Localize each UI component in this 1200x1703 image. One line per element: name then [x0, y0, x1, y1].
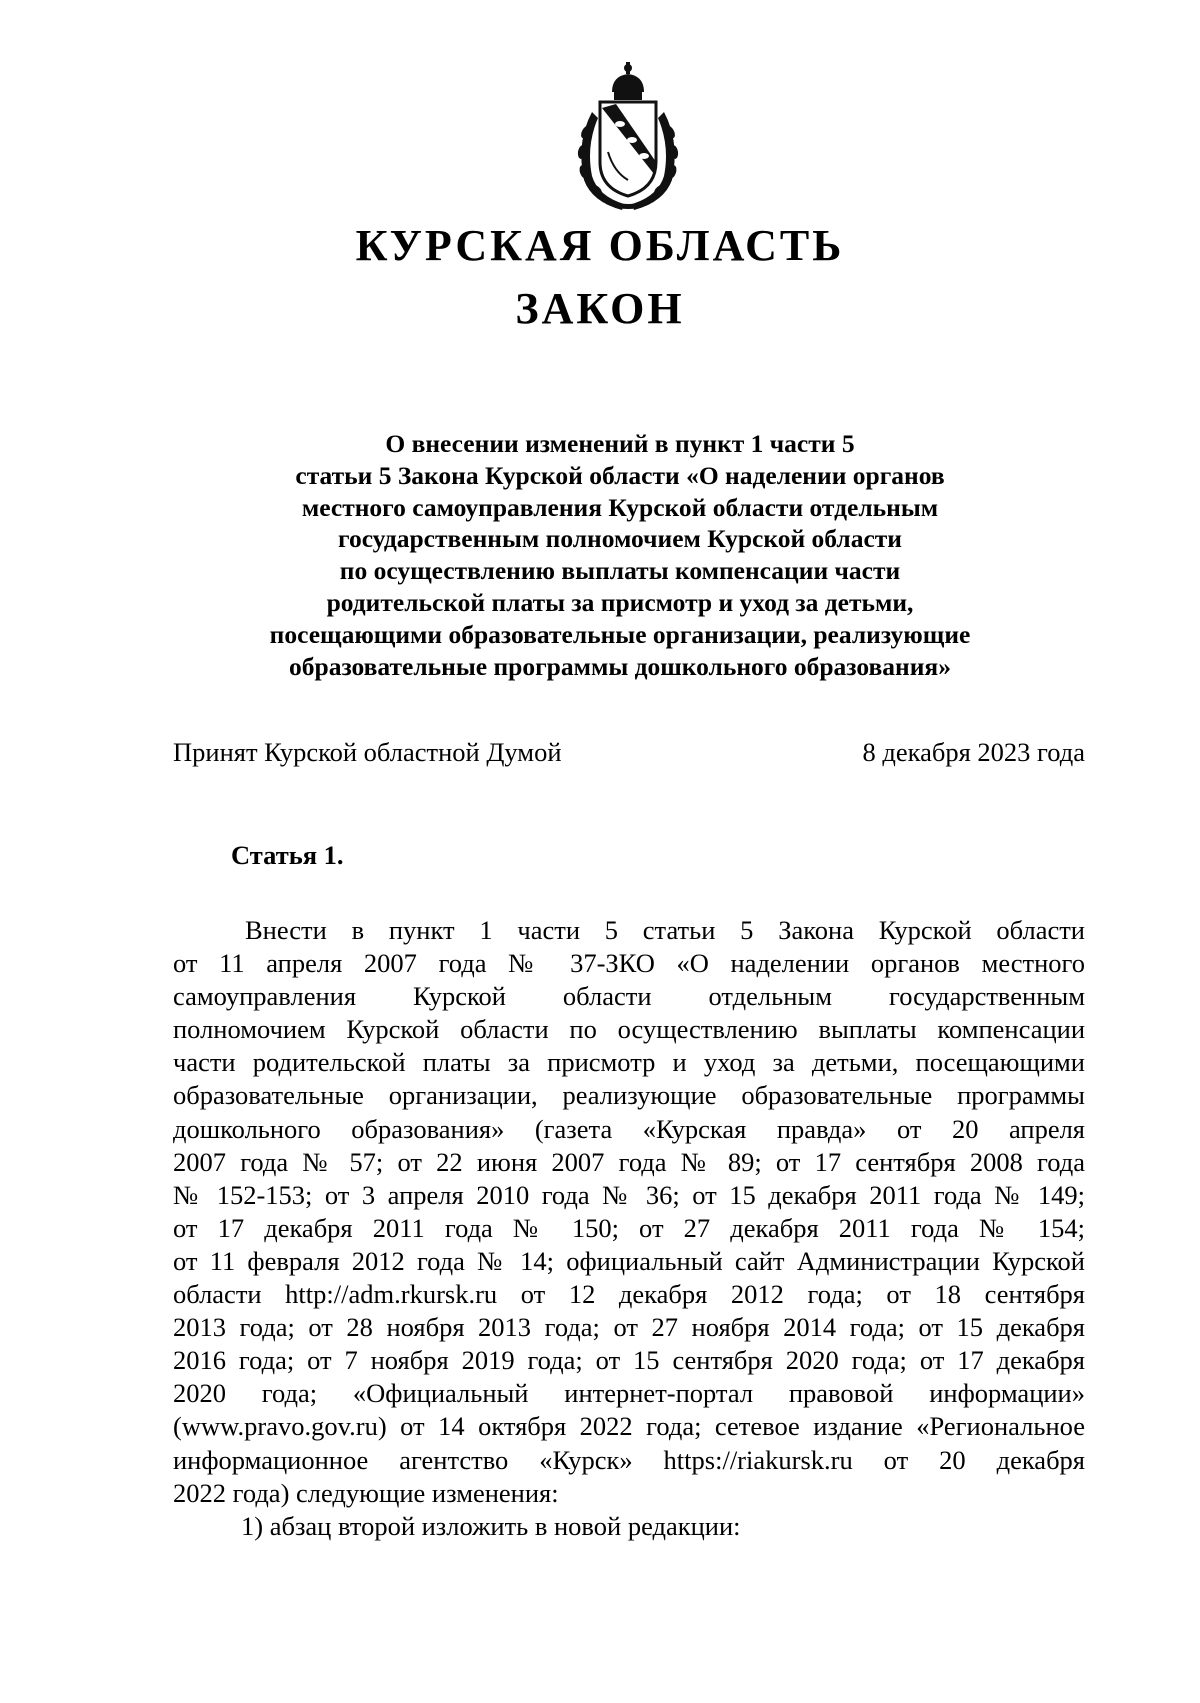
body-line: от 17 декабря 2011 года № 150; от 27 декабря 2011 года № 154; — [173, 1212, 1085, 1243]
law-title-line: родительской платы за присмотр и уход за детьми, — [326, 587, 914, 617]
body-line: (www.pravo.gov.ru) от 14 октября 2022 года; сетевое издание «Региональное — [173, 1411, 1085, 1442]
body-line: части родительской платы за присмотр и уход за детьми, посещающими — [173, 1047, 1085, 1078]
law-title-line: статьи 5 Закона Курской области «О наделении органов — [295, 460, 945, 490]
body-line: № 152-153; от 3 апреля 2010 года № 36; от 15 декабря 2011 года № 149; — [173, 1179, 1085, 1210]
adoption-date: 8 декабря 2023 года — [862, 737, 1085, 767]
body-line: полномочием Курской области по осуществлению выплаты компенсации — [173, 1014, 1085, 1045]
law-title-line: посещающими образовательные организации, реализующие — [269, 619, 971, 649]
body-line: от 11 апреля 2007 года № 37-ЗКО «О наделении органов местного — [173, 948, 1085, 979]
law-title-line: по осуществлению выплаты компенсации части — [339, 556, 901, 586]
law-title — [200, 428, 1040, 682]
law-title-line: государственным полномочием Курской области — [338, 524, 902, 554]
body-line: образовательные организации, реализующие образовательные программы — [173, 1080, 1085, 1111]
body-line: информационное агентство «Курск» https://riakursk.ru от 20 декабря — [173, 1444, 1085, 1475]
body-line: Внести в пункт 1 части 5 статьи 5 Закона Курской области — [245, 915, 1085, 945]
body-line: 2013 года; от 28 ноября 2013 года; от 27 ноября 2014 года; от 15 декабря — [173, 1312, 1085, 1343]
body-line: 2007 года № 57; от 22 июня 2007 года № 89; от 17 сентября 2008 года — [173, 1146, 1085, 1177]
coat-of-arms-icon — [562, 62, 694, 214]
article-body — [173, 914, 1085, 1543]
item-1-line: 1) абзац второй изложить в новой редакции: — [241, 1510, 741, 1541]
body-line: дошкольного образования» (газета «Курская правда» от 20 апреля — [173, 1113, 1085, 1144]
law-title-line: местного самоуправления Курской области отдельным — [301, 492, 939, 522]
article-heading: Статья 1. — [231, 840, 344, 870]
body-line: области http://adm.rkursk.ru от 12 декабря 2012 года; от 18 сентября — [173, 1279, 1085, 1310]
region-heading: КУРСКАЯ ОБЛАСТЬ — [355, 221, 845, 270]
law-title-line: О внесении изменений в пункт 1 части 5 — [385, 429, 855, 458]
law-title-line: образовательные программы дошкольного образования» — [289, 651, 951, 681]
document-type-heading: ЗАКОН — [515, 284, 685, 333]
body-line: от 11 февраля 2012 года № 14; официальный сайт Администрации Курской — [173, 1245, 1085, 1276]
adopted-by: Принят Курской областной Думой — [173, 737, 562, 767]
body-line: самоуправления Курской области отдельным государственным — [173, 981, 1085, 1012]
body-line: 2020 года; «Официальный интернет-портал правовой информации» — [173, 1378, 1085, 1409]
body-line: 2022 года) следующие изменения: — [173, 1477, 559, 1508]
body-line: 2016 года; от 7 ноября 2019 года; от 15 сентября 2020 года; от 17 декабря — [173, 1345, 1085, 1376]
